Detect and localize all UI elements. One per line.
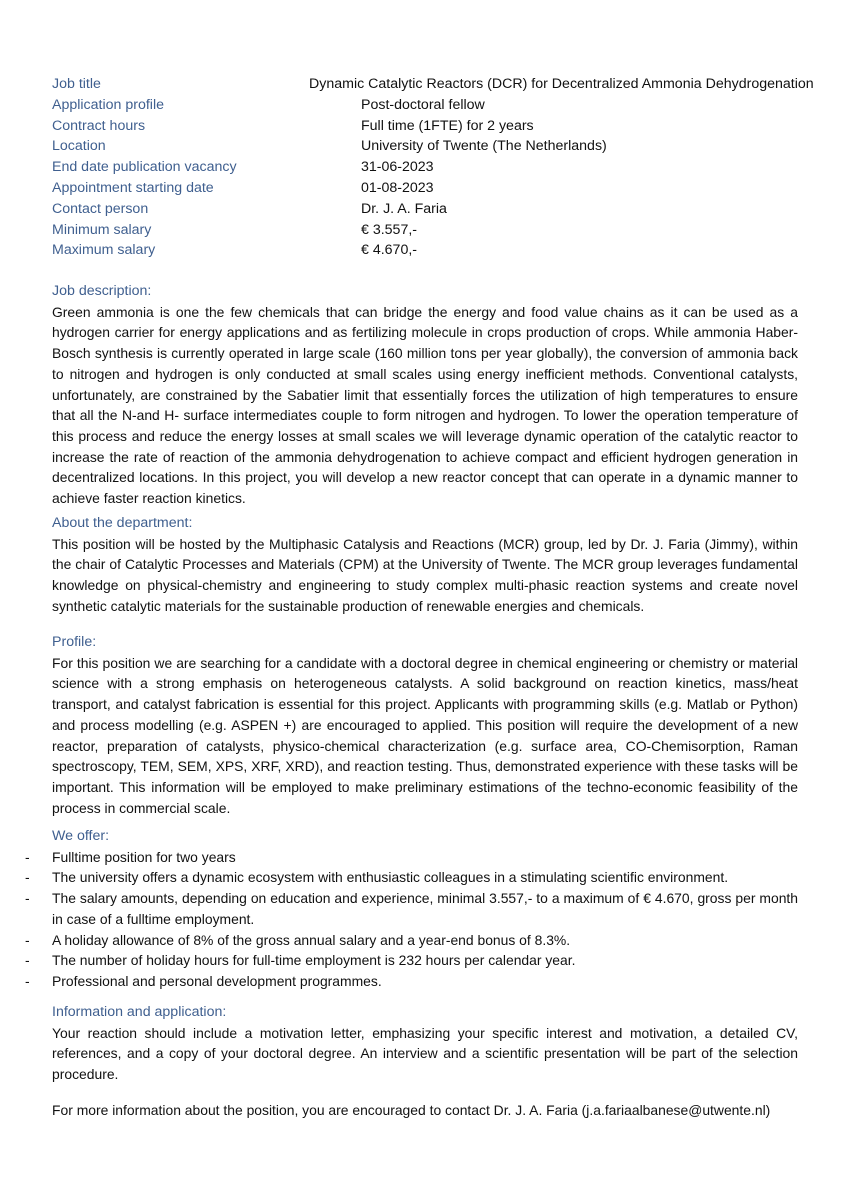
list-item [22,950,798,971]
list-item [22,867,798,888]
detail-label: Minimum salary [52,221,152,238]
offer-item-text: The number of holiday hours for full-time employment is 232 hours per calendar year. [52,952,576,969]
detail-value: Dr. J. A. Faria [361,200,447,217]
bullet-dash: - [25,972,30,989]
detail-value: Post-doctoral fellow [361,96,485,113]
bullet-dash: - [25,931,30,948]
information-heading: Information and application: [52,1004,227,1020]
detail-row-contract-hours [52,116,812,137]
profile-heading: Profile: [52,634,97,650]
job-description-heading: Job description: [52,283,152,299]
detail-value: Dynamic Catalytic Reactors (DCR) for Decentralized Ammonia Dehydrogenation [309,76,814,92]
detail-row-minimum-salary [52,220,812,241]
profile-section [52,632,798,818]
bullet-dash: - [25,952,30,969]
offer-item-text: The salary amounts, depending on education and experience, minimal 3.557,- to a maximum of € 4.670, gross per month in case of a fulltime employment. [52,890,798,927]
detail-value: University of Twente (The Netherlands) [361,138,607,155]
list-item [22,930,798,951]
list-item [22,971,798,992]
detail-row-end-date [52,157,812,178]
detail-value: € 4.670,- [361,242,418,259]
job-description-text: Green ammonia is one the few chemicals that can bridge the energy and food value chains as it can be used as a hydrogen carrier for energy applications and as fertilizing molecule in crops production of crops. While ammonia Haber-Bosch synthesis is currently operated in large scale (160 million tons per year globally), the conversion of ammonia back to nitrogen and hydrogen is only conducted at small scales using energy inefficient methods. Conventional catalysts, unfortunately, are constrained by the Sabatier limit that essentially forces the utilization of high temperatures to ensure that all the N-and H- surface intermediates couple to form nitrogen and hydrogen. To lower the operation temperature of this process and reduce the energy losses at small scales we will leverage dynamic operation of the catalytic reactor to increase the rate of reaction of the ammonia dehydrogenation to achieve compact and efficient hydrogen generation in decentralized locations. In this project, you will develop a new reactor concept that can operate in a dynamic manner to achieve faster reaction kinetics. [52,303,798,507]
list-item [22,847,798,868]
offer-heading: We offer: [52,828,110,844]
detail-value: Full time (1FTE) for 2 years [361,117,534,134]
bullet-dash: - [25,848,30,865]
contact-section [52,1100,798,1121]
offer-item-text: A holiday allowance of 8% of the gross annual salary and a year-end bonus of 8.3%. [52,931,571,948]
job-description-section [52,281,798,509]
detail-label: Job title [52,76,101,92]
detail-label: Maximum salary [52,242,156,259]
offer-item-text: The university offers a dynamic ecosystem with enthusiastic colleagues in a stimulating scientific environment. [52,869,729,886]
profile-text: For this position we are searching for a candidate with a doctoral degree in chemical engineering or chemistry or material science with a strong emphasis on heterogeneous catalysts. A solid background on reaction kinetics, mass/heat transport, and catalyst fabrication is essential for this project. Applicants with programming skills (e.g. Matlab or Python) and process modelling (e.g. ASPEN +) are encouraged to applied. This position will require the development of a new reactor, preparation of catalysts, physico-chemical characterization (e.g. surface area, CO-Chemisorption, Raman spectroscopy, TEM, SEM, XPS, XRF, XRD), and reaction testing. Thus, demonstrated experience with these tasks will be important. This information will be employed to make preliminary estimations of the techno-economic feasibility of the process in commercial scale. [52,654,798,816]
list-item [22,888,798,929]
detail-label: Location [52,138,106,155]
detail-label: Contact person [52,200,149,217]
detail-row-job-title [52,74,812,95]
detail-row-contact-person [52,199,812,220]
information-section [52,1002,798,1085]
detail-row-maximum-salary [52,240,812,261]
information-text: Your reaction should include a motivation letter, emphasizing your specific interest and motivation, a detailed CV, references, and a copy of your doctoral degree. An interview and a scientific presentation will be part of the selection procedure. [52,1024,798,1083]
detail-row-location [52,136,812,157]
department-text: This position will be hosted by the Multiphasic Catalysis and Reactions (MCR) group, led by Dr. J. Faria (Jimmy), within the chair of Catalytic Processes and Materials (CPM) at the University of Twente. The MCR group leverages fundamental knowledge on physical-chemistry and engineering to study complex multi-phasic reaction systems and create novel synthetic catalytic materials for the sustainable production of renewable energies and chemicals. [52,535,798,614]
offer-section [25,826,798,992]
detail-value: € 3.557,- [361,221,418,238]
bullet-dash: - [25,890,30,907]
bullet-dash: - [25,869,30,886]
detail-label: Application profile [52,96,164,113]
detail-row-application-profile [52,95,812,116]
offer-item-text: Fulltime position for two years [52,848,236,865]
contact-text: For more information about the position, you are encouraged to contact Dr. J. A. Faria (j.a.fariaalbanese@utwente.nl) [52,1102,771,1118]
department-section [52,513,798,617]
detail-value: 31-06-2023 [361,159,434,176]
offer-list [22,847,798,992]
vacancy-details [52,74,812,261]
detail-label: Contract hours [52,117,146,134]
offer-item-text: Professional and personal development programmes. [52,972,382,989]
detail-value: 01-08-2023 [361,179,434,196]
department-heading: About the department: [52,515,193,531]
detail-row-start-date [52,178,812,199]
detail-label: Appointment starting date [52,179,214,196]
detail-label: End date publication vacancy [52,159,237,176]
